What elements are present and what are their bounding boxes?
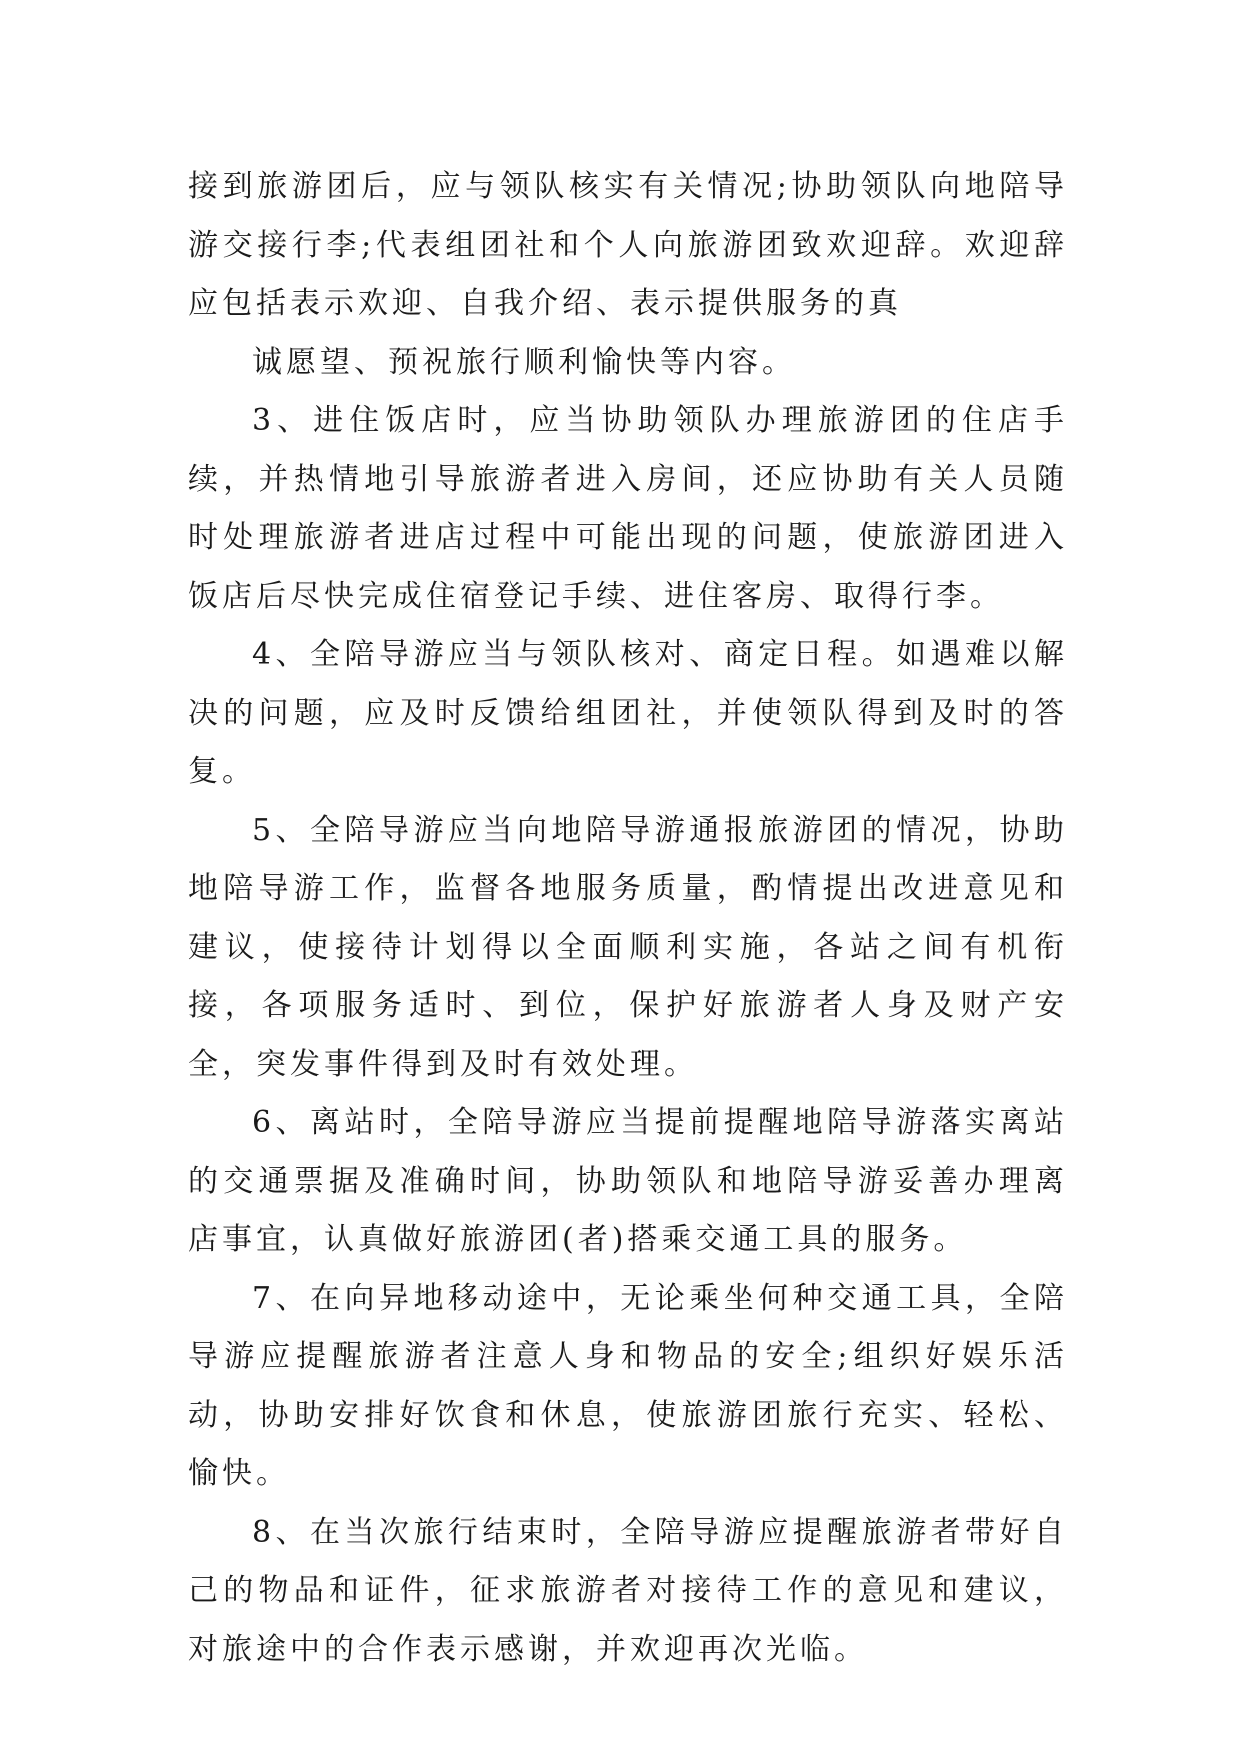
paragraph-welcome-speech: 接到旅游团后，应与领队核实有关情况;协助领队向地陪导游交接行李;代表组团社和个人向旅游团致欢迎辞。欢迎辞应包括表示欢迎、自我介绍、表示提供服务的真 [188,169,1068,321]
paragraph-item-6: 6、离站时，全陪导游应当提前提醒地陪导游落实离站的交通票据及准确时间，协助领队和地陪导游妥善办理离店事宜，认真做好旅游团(者)搭乘交通工具的服务。 [188,1105,1068,1257]
document-body [188,158,1068,1679]
paragraph-item-3: 3、进住饭店时，应当协助领队办理旅游团的住店手续，并热情地引导旅游者进入房间，还应协助有关人员随时处理旅游者进店过程中可能出现的问题，使旅游团进入饭店后尽快完成住宿登记手续、进住客房、取得行李。 [188,403,1068,614]
paragraph-item-8: 8、在当次旅行结束时，全陪导游应提醒旅游者带好自己的物品和证件，征求旅游者对接待工作的意见和建议，对旅途中的合作表示感谢，并欢迎再次光临。 [188,1514,1068,1667]
paragraph-item-7: 7、在向异地移动途中，无论乘坐何种交通工具，全陪导游应提醒旅游者注意人身和物品的安全;组织好娱乐活动，协助安排好饮食和休息，使旅游团旅行充实、轻松、愉快。 [188,1280,1068,1491]
paragraph-item-4: 4、全陪导游应当与领队核对、商定日程。如遇难以解决的问题，应及时反馈给组团社，并使领队得到及时的答复。 [188,637,1068,789]
paragraph-welcome-speech-continued: 诚愿望、预祝旅行顺利愉快等内容。 [252,344,796,380]
paragraph-item-5: 5、全陪导游应当向地陪导游通报旅游团的情况，协助地陪导游工作，监督各地服务质量，酌情提出改进意见和建议，使接待计划得以全面顺利实施，各站之间有机衔接，各项服务适时、到位，保护好旅游者人身及财产安全，突发事件得到及时有效处理。 [188,812,1068,1082]
